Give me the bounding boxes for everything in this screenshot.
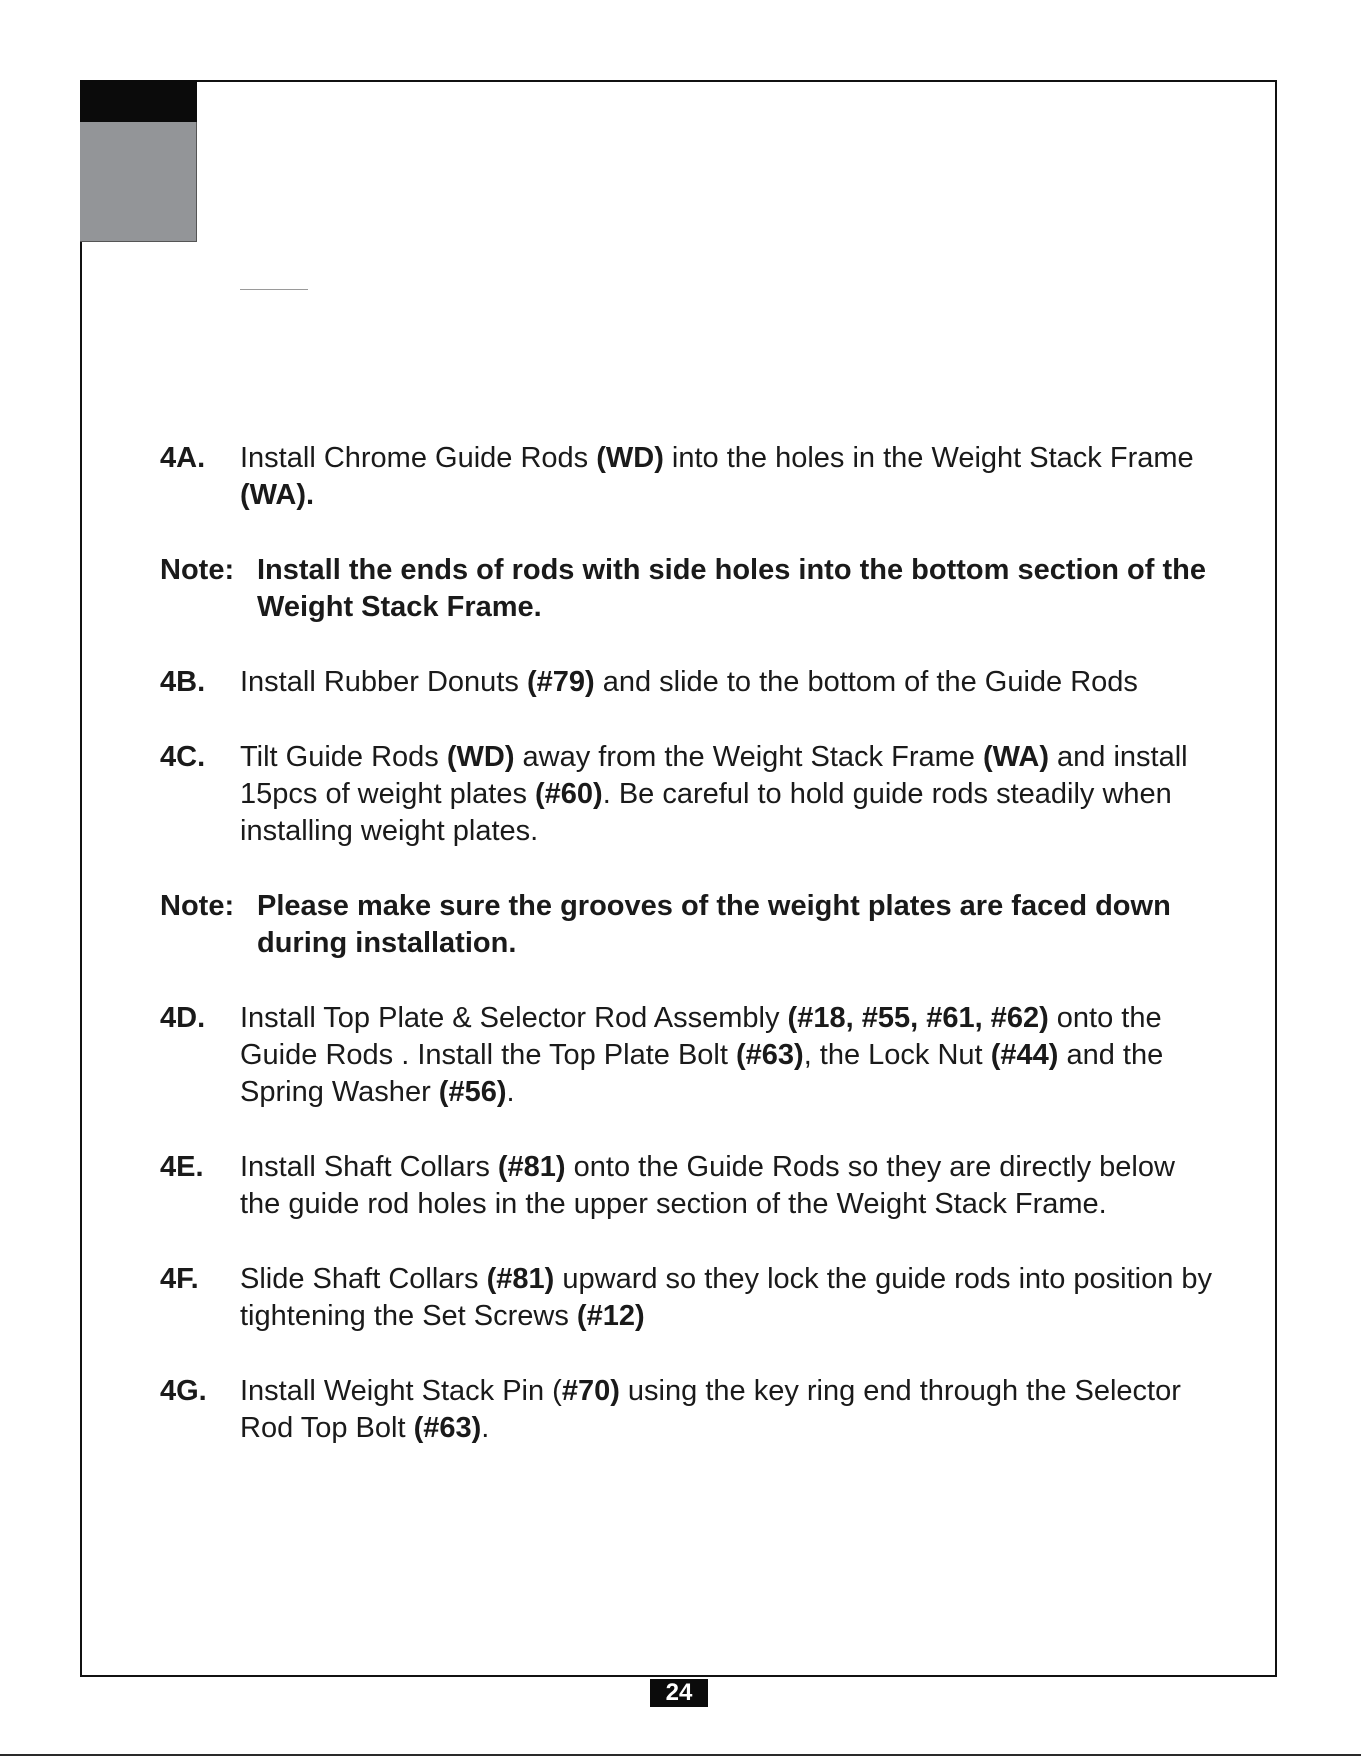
note-label: Note:: [160, 554, 235, 586]
text: Install Weight Stack Pin (: [240, 1375, 562, 1407]
step-4g: [160, 1373, 1220, 1447]
section-tab-gray: [80, 122, 197, 242]
header-rule: [240, 289, 308, 290]
page-number: 24: [650, 1679, 708, 1707]
part-ref: (WA): [982, 741, 1049, 773]
note-text: Please make sure the grooves of the weight plates are faced down during installation.: [257, 890, 1171, 959]
part-ref: #70): [561, 1375, 620, 1407]
step-code: 4F.: [160, 1263, 199, 1295]
text: into the holes in the Weight Stack Frame: [663, 442, 1194, 474]
step-code: 4A.: [160, 442, 206, 474]
part-ref: (#60): [535, 778, 603, 810]
part-ref: (WD): [596, 442, 664, 474]
step-4e: [160, 1149, 1220, 1223]
step-4d: [160, 1000, 1220, 1111]
text: and install 15pcs of weight plates: [240, 741, 1188, 810]
note-1: [160, 552, 1220, 626]
step-text: [240, 1261, 1220, 1335]
text: . Be careful to hold guide rods steadily when installing weight plates.: [240, 778, 1172, 847]
text: upward so they lock the guide rods into position by tightening the Set Screws: [240, 1263, 1213, 1332]
step-code: 4E.: [160, 1151, 204, 1183]
part-ref: (WD): [446, 741, 515, 773]
text: .: [506, 1076, 515, 1108]
text: and slide to the bottom of the Guide Rods: [594, 666, 1138, 698]
note-label: Note:: [160, 890, 235, 922]
bottom-rule: [0, 1754, 1361, 1756]
text: Install Chrome Guide Rods: [240, 442, 597, 474]
step-code: 4G.: [160, 1375, 207, 1407]
part-ref: (#12): [576, 1300, 645, 1332]
step-text: [240, 739, 1220, 850]
text: Install Top Plate & Selector Rod Assembly: [240, 1002, 788, 1034]
step-text: [240, 1149, 1220, 1223]
text: Install Shaft Collars: [240, 1151, 498, 1183]
step-code: 4D.: [160, 1002, 206, 1034]
step-text: [240, 1373, 1220, 1447]
step-code: 4C.: [160, 741, 206, 773]
part-ref: (#63): [413, 1412, 482, 1444]
step-text: [240, 664, 1220, 701]
part-ref: (#81): [486, 1263, 555, 1295]
text: Install Rubber Donuts: [240, 666, 527, 698]
note-2: [160, 888, 1220, 962]
step-4a: [160, 440, 1220, 514]
text: .: [481, 1412, 490, 1444]
part-ref: (#81): [497, 1151, 566, 1183]
text: Slide Shaft Collars: [240, 1263, 487, 1295]
instructions: [160, 440, 1220, 1447]
step-4c: [160, 739, 1220, 850]
part-ref: (#18, #55, #61, #62): [787, 1002, 1049, 1034]
text: using the key ring end through the Selector Rod Top Bolt: [240, 1375, 1181, 1444]
part-ref: (WA).: [240, 479, 315, 511]
part-ref: (#63): [735, 1039, 804, 1071]
step-code: 4B.: [160, 666, 206, 698]
text: Tilt Guide Rods: [240, 741, 447, 773]
note-text: Install the ends of rods with side holes into the bottom section of the Weight Stack Frame.: [257, 554, 1206, 623]
step-4b: [160, 664, 1220, 701]
text: away from the Weight Stack Frame: [514, 741, 983, 773]
step-text: [240, 1000, 1220, 1111]
section-tab-black: [80, 80, 197, 122]
text: onto the Guide Rods . Install the Top Plate Bolt: [240, 1002, 1162, 1071]
part-ref: (#79): [526, 666, 595, 698]
step-4f: [160, 1261, 1220, 1335]
part-ref: (#44): [990, 1039, 1059, 1071]
part-ref: (#56): [438, 1076, 507, 1108]
step-text: [240, 440, 1220, 514]
text: and the Spring Washer: [240, 1039, 1164, 1108]
text: onto the Guide Rods so they are directly below the guide rod holes in the upper section of the Weight Stack Frame.: [240, 1151, 1175, 1220]
text: , the Lock Nut: [803, 1039, 991, 1071]
